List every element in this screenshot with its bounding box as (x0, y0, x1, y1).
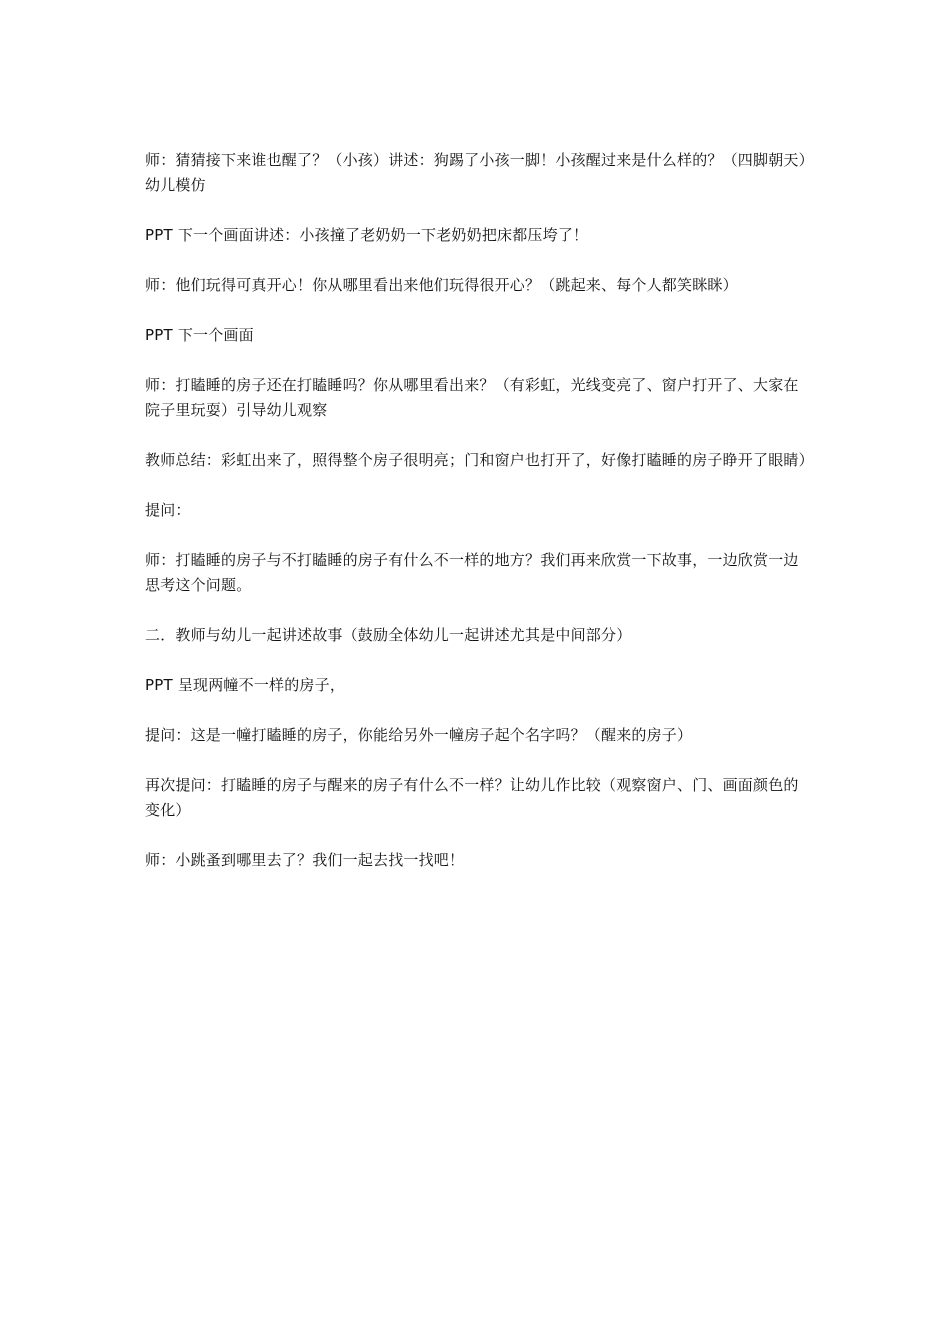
paragraph-section-two-heading: 二．教师与幼儿一起讲述故事（鼓励全体幼儿一起讲述尤其是中间部分） (145, 626, 632, 644)
paragraph-find-flea: 师：小跳蚤到哪里去了？我们一起去找一找吧！ (145, 851, 465, 869)
paragraph-question-label: 提问： (145, 501, 191, 519)
paragraph-teacher-summary: 教师总结：彩虹出来了，照得整个房子很明亮；门和窗户也打开了，好像打瞌睡的房子睁开了眼睛） (145, 451, 814, 469)
document-body (145, 148, 813, 898)
paragraph-guess-who-woke: 师：猜猜接下来谁也醒了？（小孩）讲述：狗踢了小孩一脚！小孩醒过来是什么样的？（四脚朝天）幼儿模仿 (145, 151, 807, 194)
paragraph-ask-again: 再次提问：打瞌睡的房子与醒来的房子有什么不一样？让幼儿作比较（观察窗户、门、画面颜色的变化） (145, 776, 799, 819)
paragraph-is-house-still-napping: 师：打瞌睡的房子还在打瞌睡吗？你从哪里看出来？（有彩虹，光线变亮了、窗户打开了、大家在院子里玩耍）引导幼儿观察 (145, 376, 799, 419)
paragraph-ppt-two-houses: PPT 呈现两幢不一样的房子， (145, 676, 346, 694)
paragraph-ppt-next-scene-narration: PPT 下一个画面讲述：小孩撞了老奶奶一下老奶奶把床都压垮了！ (145, 226, 589, 244)
paragraph-ppt-next-scene: PPT 下一个画面 (145, 326, 254, 344)
paragraph-compare-houses: 师：打瞌睡的房子与不打瞌睡的房子有什么不一样的地方？我们再来欣赏一下故事，一边欣赏一边思考这个问题。 (145, 551, 799, 594)
paragraph-having-fun: 师：他们玩得可真开心！你从哪里看出来他们玩得很开心？（跳起来、每个人都笑眯眯） (145, 276, 738, 294)
paragraph-name-the-house: 提问：这是一幢打瞌睡的房子，你能给另外一幢房子起个名字吗？（醒来的房子） (145, 726, 693, 744)
